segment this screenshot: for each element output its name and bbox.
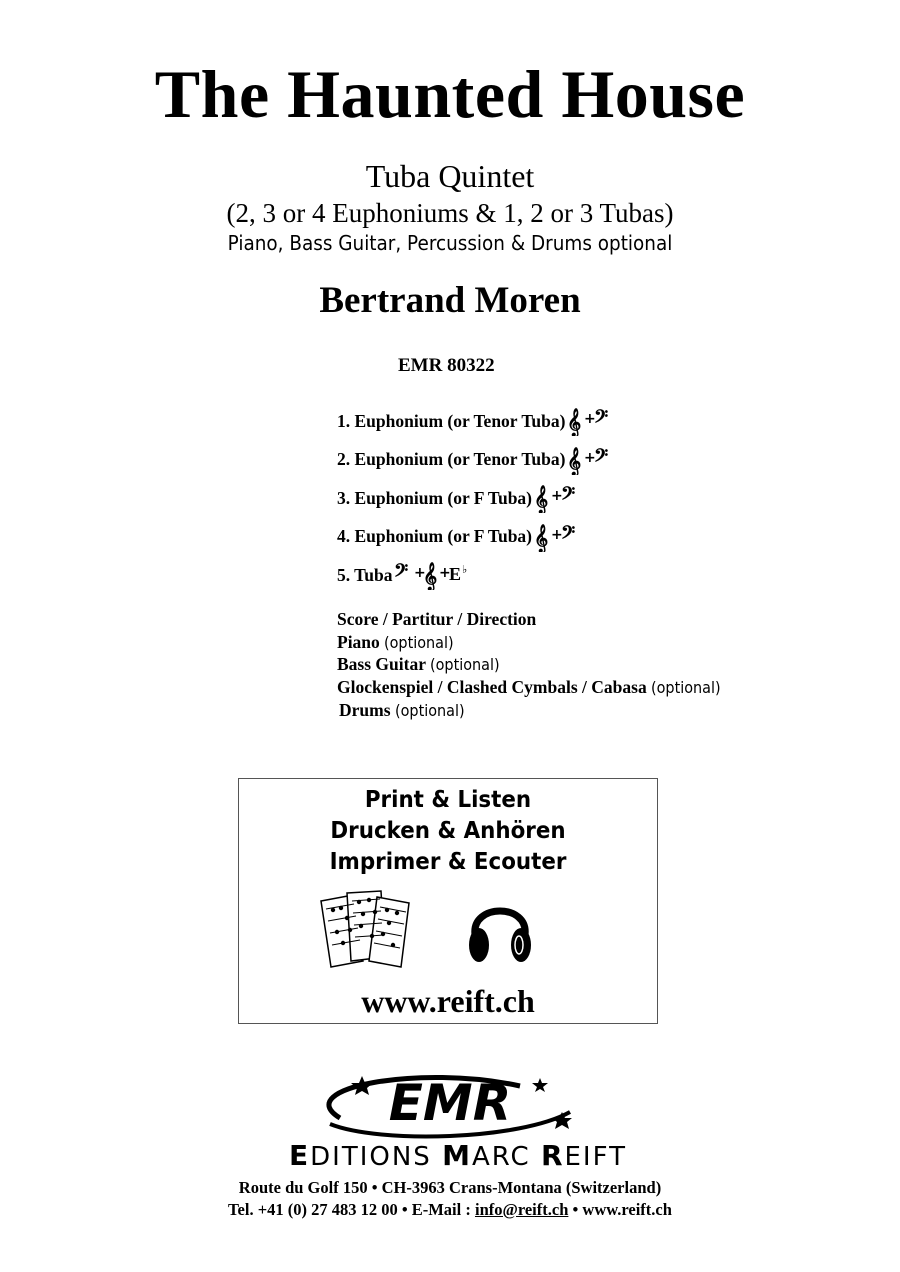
- part-item: [337, 518, 617, 557]
- sheet-music-icon: [317, 887, 423, 969]
- part-label: 4. Euphonium (or F Tuba): [337, 526, 533, 547]
- svg-text:♭: ♭: [462, 563, 468, 577]
- svg-text:𝄞: 𝄞: [534, 485, 549, 514]
- extra-name: Drums: [339, 699, 391, 720]
- extra-note: (optional): [394, 700, 465, 720]
- svg-text:𝄞: 𝄞: [534, 523, 549, 552]
- parts-list: [337, 402, 617, 595]
- extra-item: [337, 676, 728, 699]
- treble-bass-clef-icon: [567, 445, 617, 475]
- svg-text:𝄞: 𝄞: [423, 562, 438, 591]
- promo-line-en: Print & Listen: [364, 787, 532, 813]
- svg-text:E: E: [449, 564, 462, 585]
- treble-bass-clef-icon: [567, 406, 617, 436]
- part-item: [337, 556, 617, 595]
- emr-logo-icon: [300, 1068, 600, 1140]
- extra-name: Glockenspiel / Clashed Cymbals / Cabasa: [337, 677, 647, 698]
- extra-note: (optional): [651, 678, 721, 698]
- publisher-contact: Tel. +41 (0) 27 483 12 00 • E-Mail : info@reift.ch • www.reift.ch: [228, 1200, 672, 1219]
- svg-text:𝄢: 𝄢: [594, 445, 609, 471]
- svg-text:+: +: [551, 488, 563, 505]
- svg-text:+: +: [584, 449, 597, 466]
- extra-note: (optional): [384, 632, 454, 652]
- promo-line-de: Drucken & Anhören: [330, 818, 566, 844]
- part-label: 2. Euphonium (or Tenor Tuba): [337, 449, 566, 470]
- part-label: 1. Euphonium (or Tenor Tuba): [337, 410, 566, 431]
- extra-item: [337, 608, 728, 631]
- email-link[interactable]: info@reift.ch: [474, 1200, 569, 1219]
- print-listen-box: [238, 778, 658, 1024]
- extra-name: Bass Guitar: [337, 654, 426, 675]
- svg-text:𝄢: 𝄢: [394, 561, 409, 587]
- svg-text:𝄞: 𝄞: [567, 408, 582, 437]
- treble-bass-clef-icon: [534, 522, 584, 552]
- extra-name: Score / Partitur / Direction: [337, 609, 537, 629]
- headphones-icon: [465, 889, 535, 969]
- composer-name: Bertrand Moren: [319, 280, 581, 321]
- extra-item: [337, 653, 728, 676]
- part-item: [337, 479, 617, 518]
- part-item: [337, 441, 617, 480]
- catalog-number: EMR 80322: [398, 355, 495, 376]
- subtitle: Tuba Quintet: [365, 158, 535, 194]
- extra-name: Piano: [337, 631, 380, 652]
- extras-list: [337, 608, 728, 721]
- extra-note: (optional): [430, 655, 500, 675]
- svg-text:𝄢: 𝄢: [561, 484, 576, 510]
- svg-text:𝄢: 𝄢: [561, 522, 576, 548]
- svg-text:+: +: [551, 526, 563, 543]
- part-label: 5. Tuba: [337, 564, 393, 585]
- optional-instruments-line: Piano, Bass Guitar, Percussion & Drums optional: [227, 231, 673, 255]
- part-label: 3. Euphonium (or F Tuba): [337, 487, 533, 508]
- bass-treble-eflat-clef-icon: [394, 560, 474, 590]
- svg-text:+: +: [414, 565, 427, 582]
- svg-text:𝄢: 𝄢: [594, 407, 609, 433]
- promo-url[interactable]: www.reift.ch: [361, 983, 535, 1019]
- svg-text:+: +: [584, 411, 597, 428]
- publisher-address: Route du Golf 150 • CH-3963 Crans-Montana (Switzerland): [238, 1178, 662, 1197]
- page-title: The Haunted House: [154, 56, 746, 132]
- instrumentation: (2, 3 or 4 Euphoniums & 1, 2 or 3 Tubas): [226, 198, 674, 228]
- logo-text: EMR: [388, 1074, 512, 1132]
- svg-text:+: +: [439, 565, 452, 582]
- extra-item: [337, 699, 728, 722]
- publisher-name: EDITIONS MARC REIFT: [289, 1139, 627, 1172]
- svg-text:𝄞: 𝄞: [567, 446, 582, 475]
- part-item: [337, 402, 617, 441]
- treble-bass-clef-icon: [534, 483, 584, 513]
- extra-item: [337, 631, 728, 654]
- promo-line-fr: Imprimer & Ecouter: [329, 849, 567, 875]
